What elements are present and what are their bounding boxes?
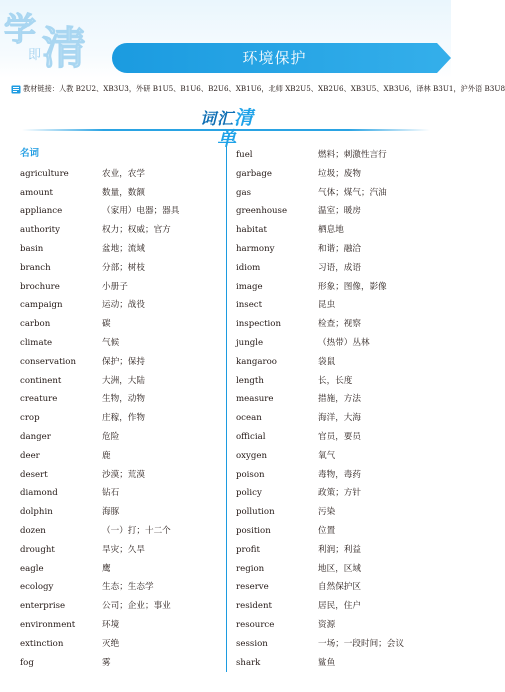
column-divider — [226, 146, 227, 672]
vocab-english: harmony — [236, 243, 275, 254]
vocab-row — [236, 503, 424, 522]
vocab-english: conservation — [20, 356, 77, 367]
vocab-chinese: 地区，区域 — [318, 563, 361, 574]
vocab-row — [236, 278, 424, 297]
vocab-chinese: 气候 — [102, 337, 120, 348]
vocab-english: poison — [236, 469, 265, 480]
vocab-row — [20, 202, 208, 221]
vocab-chinese: 垃圾；废物 — [318, 168, 361, 179]
vocab-row — [20, 428, 208, 447]
vocab-english: deer — [20, 450, 40, 461]
vocab-english: session — [236, 638, 268, 649]
vocab-chinese: （一）打；十二个 — [102, 525, 171, 536]
vocab-english: drought — [20, 544, 55, 555]
vocab-chinese: 数量，数额 — [102, 187, 145, 198]
vocab-english: environment — [20, 619, 76, 630]
vocab-chinese: 习语，成语 — [318, 262, 361, 273]
vocab-row — [236, 334, 424, 353]
vocab-row — [20, 240, 208, 259]
vocab-chinese: 沙漠；荒漠 — [102, 469, 145, 480]
textbook-link-text: 教材链接：人教 B2U2、XB3U3，外研 B1U5、B1U6、B2U6、XB1U6，北师 XB2U5、XB2U6、XB3U5、XB3U6，译林 B3U1，沪外语 B3U8 — [23, 84, 505, 93]
vocab-chinese: 雾 — [102, 657, 111, 668]
vocab-row — [20, 390, 208, 409]
vocab-chinese: 公司；企业；事业 — [102, 601, 171, 612]
vocab-row — [236, 259, 424, 278]
vocab-english: inspection — [236, 319, 282, 330]
section-banner — [22, 107, 430, 150]
vocab-english: oxygen — [236, 450, 267, 461]
vocab-english: policy — [236, 488, 262, 499]
vocab-english: desert — [20, 469, 48, 480]
vocab-chinese: 长，长度 — [318, 375, 353, 386]
vocab-chinese: 燃料；刺激性言行 — [318, 150, 387, 160]
vocab-chinese: 氧气 — [318, 450, 336, 461]
vocab-row — [20, 278, 208, 297]
vocab-row — [236, 447, 424, 466]
vocab-chinese: 位置 — [318, 525, 336, 536]
vocab-english: basin — [20, 243, 44, 254]
vocab-row — [20, 334, 208, 353]
logo-char-1: 学 — [4, 10, 37, 48]
vocab-chinese: 碳 — [102, 319, 111, 330]
vocab-chinese: 钻石 — [102, 488, 120, 499]
vocab-english: dozen — [20, 525, 46, 536]
vocab-english: resident — [236, 601, 272, 612]
vocab-row — [236, 221, 424, 240]
vocab-english: danger — [20, 431, 51, 442]
vocab-row — [20, 409, 208, 428]
vocab-chinese: 鹰 — [102, 563, 111, 574]
vocab-chinese: 官员，要员 — [318, 431, 361, 442]
vocab-english: brochure — [20, 281, 60, 292]
vocab-chinese: 生态；生态学 — [102, 582, 154, 593]
vocab-english: habitat — [236, 225, 267, 236]
vocab-english: crop — [20, 413, 40, 424]
vocab-english: garbage — [236, 168, 272, 179]
vocab-column-left — [20, 146, 208, 672]
vocab-row — [236, 146, 424, 165]
vocab-english: length — [236, 375, 264, 386]
vocab-english: ocean — [236, 413, 262, 424]
vocab-chinese: 污染 — [318, 507, 336, 518]
vocab-row — [20, 541, 208, 560]
vocab-english: authority — [20, 225, 60, 236]
vocab-chinese: 一场；一段时间；会议 — [318, 638, 404, 649]
vocab-row — [236, 372, 424, 391]
vocab-row — [236, 428, 424, 447]
vocab-row — [20, 447, 208, 466]
vocab-row — [20, 597, 208, 616]
vocab-chinese: 保护；保持 — [102, 356, 145, 367]
vocab-chinese: 海豚 — [102, 507, 120, 518]
vocab-row — [20, 635, 208, 654]
vocab-chinese: 鹿 — [102, 450, 111, 461]
logo — [2, 4, 98, 74]
column-heading: 名词 — [20, 148, 40, 159]
vocab-chinese: 政策；方针 — [318, 488, 361, 499]
vocab-english: climate — [20, 337, 53, 348]
vocab-row — [236, 165, 424, 184]
vocab-english: shark — [236, 657, 261, 668]
vocab-english: diamond — [20, 488, 58, 499]
vocab-row — [20, 315, 208, 334]
page-title: 环境保护 — [242, 49, 307, 67]
vocab-chinese: 大洲，大陆 — [102, 375, 145, 386]
book-icon — [11, 85, 21, 94]
vocab-row — [20, 466, 208, 485]
vocab-row — [20, 221, 208, 240]
vocab-chinese: 自然保护区 — [318, 582, 361, 593]
vocab-chinese: 环境 — [102, 619, 120, 630]
section-title-part2: 清单 — [216, 107, 255, 150]
vocab-english: enterprise — [20, 601, 66, 612]
vocab-chinese: 居民，住户 — [318, 601, 361, 612]
vocab-row — [236, 578, 424, 597]
vocab-row — [236, 635, 424, 654]
vocab-english: position — [236, 525, 271, 536]
vocab-chinese: 运动；战役 — [102, 300, 145, 311]
vocab-chinese: 庄稼，作物 — [102, 413, 145, 424]
vocab-english: appliance — [20, 206, 63, 217]
vocab-english: measure — [236, 394, 274, 405]
vocab-chinese: 小册子 — [102, 281, 128, 292]
vocab-chinese: 袋鼠 — [318, 356, 336, 367]
vocab-row — [236, 484, 424, 503]
vocab-row — [236, 466, 424, 485]
vocab-chinese: 鲨鱼 — [318, 657, 336, 668]
vocab-row — [20, 522, 208, 541]
vocab-row — [236, 315, 424, 334]
vocab-english: greenhouse — [236, 206, 288, 217]
vocab-english: fuel — [236, 150, 253, 160]
section-title-part1: 词汇 — [199, 109, 234, 128]
vocab-column-right — [236, 146, 424, 672]
title-bar — [112, 43, 437, 73]
vocab-english: continent — [20, 375, 62, 386]
logo-char-2: 清 — [42, 23, 86, 74]
vocab-chinese: 旱灾；久旱 — [102, 544, 145, 555]
vocab-chinese: （家用）电器；器具 — [102, 206, 180, 217]
vocab-row — [236, 654, 424, 673]
vocab-english: pollution — [236, 507, 275, 518]
vocab-chinese: 利润；利益 — [318, 544, 361, 555]
vocab-row — [236, 522, 424, 541]
vocab-english: region — [236, 563, 265, 574]
vocab-chinese: 检查；视察 — [318, 319, 361, 330]
vocab-row — [236, 240, 424, 259]
vocab-english: kangaroo — [236, 356, 277, 367]
vocab-chinese: 海洋，大海 — [318, 413, 361, 424]
vocab-row — [20, 353, 208, 372]
vocab-row — [20, 560, 208, 579]
vocab-chinese: 资源 — [318, 619, 336, 630]
vocab-row — [20, 165, 208, 184]
vocab-row — [20, 184, 208, 203]
section-banner-box — [190, 107, 264, 150]
vocab-chinese: 形象；图像，影像 — [318, 281, 387, 292]
vocab-english: jungle — [236, 337, 264, 348]
vocab-english: amount — [20, 187, 53, 198]
vocab-row — [236, 541, 424, 560]
vocab-english: campaign — [20, 300, 63, 311]
vocab-english: reserve — [236, 582, 269, 593]
vocab-chinese: 温室；暖房 — [318, 206, 361, 217]
vocab-row — [236, 597, 424, 616]
vocab-english: creature — [20, 394, 58, 405]
vocab-row — [20, 654, 208, 673]
vocab-row — [236, 409, 424, 428]
vocab-chinese: 农业，农学 — [102, 168, 145, 179]
vocab-row — [20, 503, 208, 522]
vocab-row — [236, 560, 424, 579]
vocab-english: extinction — [20, 638, 64, 649]
vocab-row — [20, 578, 208, 597]
vocab-row — [236, 353, 424, 372]
vocab-row — [236, 616, 424, 635]
vocab-chinese: 分部；树枝 — [102, 262, 145, 273]
vocab-chinese: 昆虫 — [318, 300, 336, 311]
vocab-english: dolphin — [20, 507, 53, 518]
vocab-english: ecology — [20, 582, 54, 593]
vocab-english: eagle — [20, 563, 44, 574]
vocab-chinese: 气体；煤气；汽油 — [318, 187, 387, 198]
vocab-chinese: 危险 — [102, 431, 120, 442]
vocab-row — [236, 390, 424, 409]
vocab-row — [20, 484, 208, 503]
vocab-row — [20, 616, 208, 635]
vocab-english: carbon — [20, 319, 51, 330]
vocab-english: insect — [236, 300, 263, 311]
vocab-row — [20, 372, 208, 391]
vocab-chinese: 措施，方法 — [318, 394, 361, 405]
vocab-row — [236, 184, 424, 203]
vocab-english: profit — [236, 544, 260, 555]
textbook-link — [11, 82, 505, 96]
logo-char-small: 即 — [28, 48, 42, 63]
vocab-english: official — [236, 431, 266, 442]
vocab-row — [20, 259, 208, 278]
vocab-chinese: 栖息地 — [318, 225, 344, 236]
vocab-chinese: 灭绝 — [102, 638, 120, 649]
vocab-english: resource — [236, 619, 275, 630]
vocab-row — [236, 202, 424, 221]
vocab-english: image — [236, 281, 263, 292]
vocab-chinese: 生物，动物 — [102, 394, 145, 405]
vocab-row — [20, 296, 208, 315]
title-bar-cap — [437, 43, 451, 73]
vocab-chinese: 盆地；流域 — [102, 243, 145, 254]
vocab-chinese: （热带）丛林 — [318, 337, 370, 348]
vocab-chinese: 权力；权威；官方 — [102, 225, 171, 236]
vocab-chinese: 毒物，毒药 — [318, 469, 361, 480]
vocab-english: agriculture — [20, 168, 69, 179]
vocab-english: fog — [20, 657, 34, 668]
vocab-chinese: 和谐；融洽 — [318, 243, 361, 254]
vocab-english: idiom — [236, 262, 261, 273]
vocab-english: gas — [236, 187, 252, 198]
vocab-english: branch — [20, 262, 51, 273]
vocab-row — [236, 296, 424, 315]
